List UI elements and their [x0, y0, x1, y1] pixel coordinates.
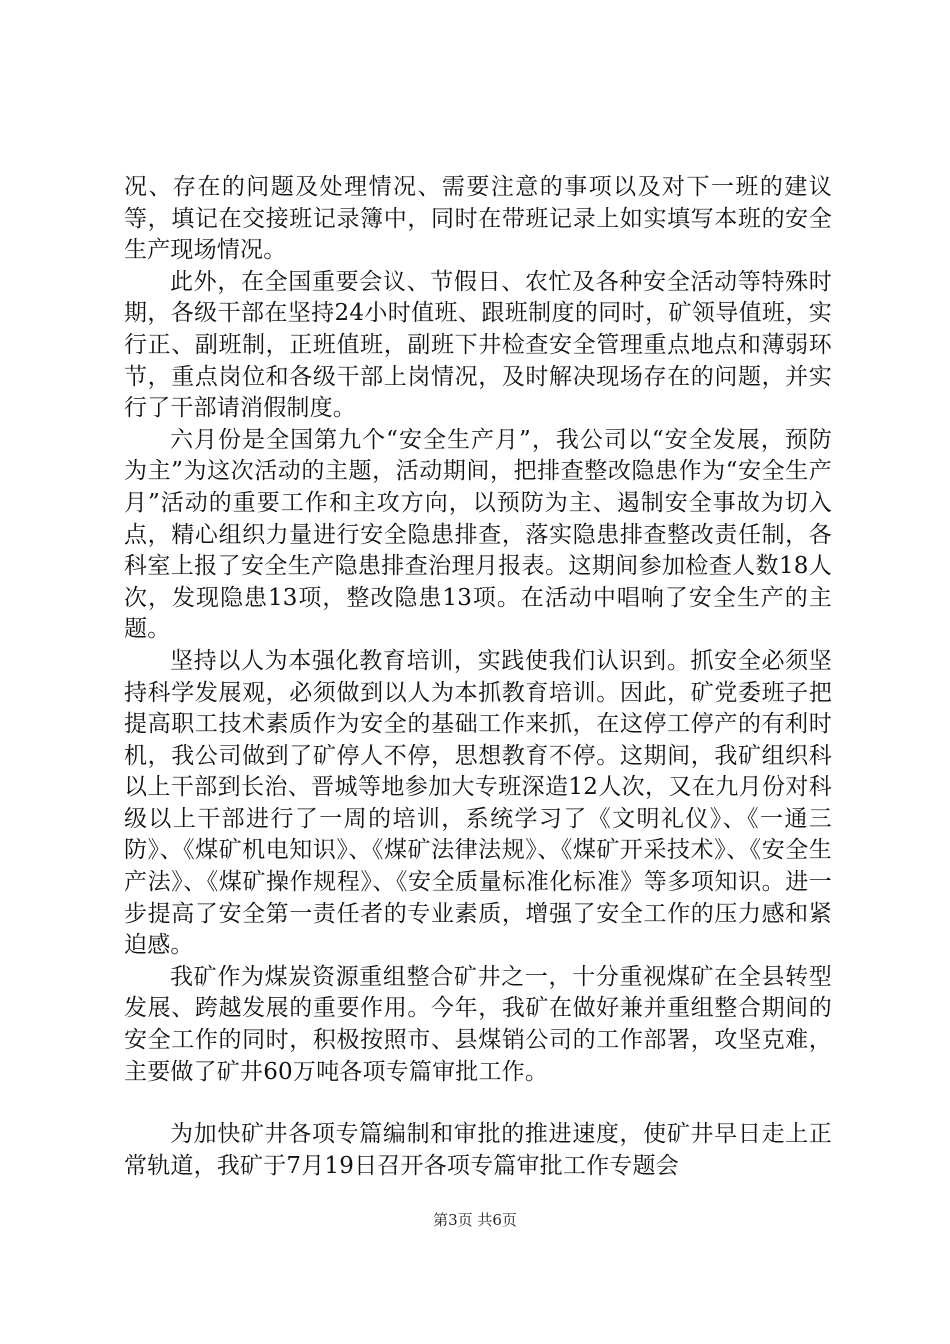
paragraph-6: 为加快矿井各项专篇编制和审批的推进速度，使矿井早日走上正常轨道，我矿于7月19日召开各项专篇审批工作专题会: [124, 1121, 832, 1179]
paragraph-5: 我矿作为煤炭资源重组整合矿井之一，十分重视煤矿在全县转型发展、跨越发展的重要作用。今年，我矿在做好兼并重组整合期间的安全工作的同时，积极按照市、县煤销公司的工作部署，攻坚克难，主要做了矿井60万吨各项专篇审批工作。: [124, 963, 832, 1085]
paragraph-4: 坚持以人为本强化教育培训，实践使我们认识到。抓安全必须坚持科学发展观，必须做到以人为本抓教育培训。因此，矿党委班子把提高职工技术素质作为安全的基础工作来抓，在这停工停产的有利时机，我公司做到了矿停人不停，思想教育不停。这期间，我矿组织科以上干部到长治、晋城等地参加大专班深造12人次，又在九月份对科级以上干部进行了一周的培训，系统学习了《文明礼仪》、《一通三防》、《煤矿机电知识》、《煤矿法律法规》、《煤矿开采技术》、《安全生产法》、《煤矿操作规程》、《安全质量标准化标准》等多项知识。进一步提高了安全第一责任者的专业素质，增强了安全工作的压力感和紧迫感。: [124, 647, 832, 959]
paragraph-1: 况、存在的问题及处理情况、需要注意的事项以及对下一班的建议等，填记在交接班记录簿中，同时在带班记录上如实填写本班的安全生产现场情况。: [124, 174, 832, 264]
document-body: [124, 172, 832, 1182]
page-footer: 第3页 共6页: [433, 1211, 517, 1229]
paragraph-3: 六月份是全国第九个“安全生产月”，我公司以“安全发展，预防为主”为这次活动的主题，活动期间，把排查整改隐患作为“安全生产月”活动的重要工作和主攻方向，以预防为主、遏制安全事故为切入点，精心组织力量进行安全隐患排查，落实隐患排查整改责任制，各科室上报了安全生产隐患排查治理月报表。这期间参加检查人数18人次，发现隐患13项，整改隐患13项。在活动中唱响了安全生产的主题。: [124, 426, 832, 643]
paragraph-2: 此外，在全国重要会议、节假日、农忙及各种安全活动等特殊时期，各级干部在坚持24小时值班、跟班制度的同时，矿领导值班，实行正、副班制，正班值班，副班下井检查安全管理重点地点和薄弱环节，重点岗位和各级干部上岗情况，及时解决现场存在的问题，并实行了干部请消假制度。: [124, 268, 832, 422]
